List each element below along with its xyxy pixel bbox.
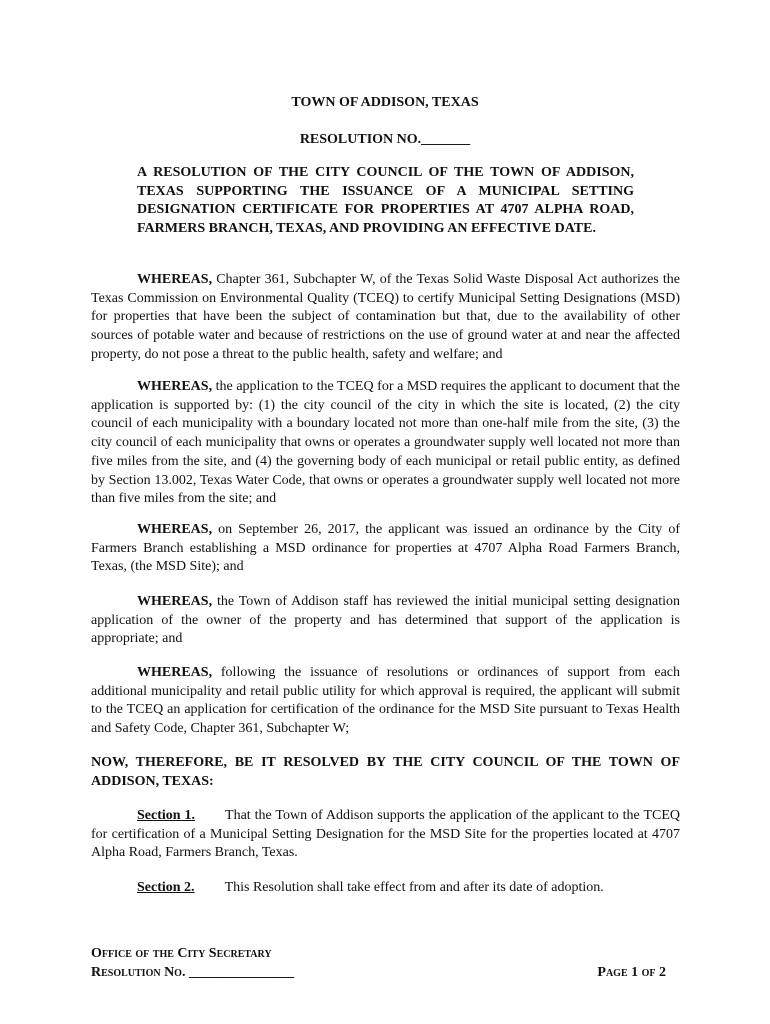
whereas-paragraph-3: [91, 521, 680, 577]
section-2-text: This Resolution shall take effect from and after its date of adoption.: [224, 880, 604, 895]
section-1: [91, 807, 680, 863]
whereas-lead: WHEREAS,: [137, 272, 213, 287]
resolution-line: Resolution No. _______________: [91, 965, 294, 980]
whereas-lead: WHEREAS,: [137, 379, 213, 394]
town-title: TOWN OF ADDISON, TEXAS: [291, 95, 479, 110]
section-1-text: That the Town of Addison supports the application of the applicant to the TCEQ for certification of a Municipal Setting Designation for the MSD Site for the properties located at 4707 Alpha Road, Farmers Branch, Texas.: [91, 808, 680, 861]
office-line: Office of the City Secretary: [91, 946, 272, 961]
footer-office: [91, 944, 294, 982]
page-number: Page 1 of 2: [597, 965, 666, 980]
resolution-title: A RESOLUTION OF THE CITY COUNCIL OF THE TOWN OF ADDISON, TEXAS SUPPORTING THE ISSUANCE OF A MUNICIPAL SETTING DESIGNATION CERTIFICATE FOR PROPERTIES AT 4707 ALPHA ROAD, FARMERS BRANCH, TEXAS, AND PROVIDING AN EFFECTIVE DATE.: [137, 165, 634, 236]
whereas-text: on September 26, 2017, the applicant was issued an ordinance by the City of Farmers Branch establishing a MSD ordinance for properties at 4707 Alpha Road Farmers Branch, Texas, (the MSD Site); and: [91, 522, 680, 575]
whereas-paragraph-2: [91, 378, 680, 509]
whereas-lead: WHEREAS,: [137, 594, 213, 609]
whereas-paragraph-1: [91, 271, 680, 365]
whereas-paragraph-4: [91, 593, 680, 649]
section-2-label: Section 2.: [137, 880, 195, 895]
section-1-label: Section 1.: [137, 808, 196, 823]
whereas-text: the Town of Addison staff has reviewed the initial municipal setting designation application of the owner of the property and has determined that support of the application is appropriate; and: [91, 594, 680, 647]
resolution-number: RESOLUTION NO._______: [299, 132, 471, 147]
whereas-lead: WHEREAS,: [137, 665, 213, 680]
whereas-paragraph-5: [91, 664, 680, 739]
section-2: [91, 879, 680, 898]
whereas-text: following the issuance of resolutions or ordinances of support from each additional municipality and retail public utility for which approval is required, the applicant will submit to the TCEQ an application for certification of the ordinance for the MSD Site pursuant to Texas Health and Safety Code, Chapter 361, Subchapter W;: [91, 665, 680, 737]
whereas-text: the application to the TCEQ for a MSD requires the applicant to document that the application is supported by: (1) the city council of the city in which the site is located, (2) the city council of each municipality with a boundary located not more than one-half mile from the site, (3) the city council of each municipality that owns or operates a groundwater supply well located not more than five miles from the site, and (4) the governing body of each municipal or retail public entity, as defined by Section 13.002, Texas Water Code, that owns or operates a groundwater supply well located not more than five miles from the site; and: [91, 379, 680, 507]
whereas-text: Chapter 361, Subchapter W, of the Texas Solid Waste Disposal Act authorizes the Texas Commission on Environmental Quality (TCEQ) to certify Municipal Setting Designations (MSD) for properties that have been the subject of contamination but that, due to the availability of other sources of potable water and because of restrictions on the use of ground water at and near the affected property, do not pose a threat to the public health, safety and welfare; and: [91, 272, 680, 362]
whereas-lead: WHEREAS,: [137, 522, 213, 537]
resolved-heading: NOW, THEREFORE, BE IT RESOLVED BY THE CITY COUNCIL OF THE TOWN OF ADDISON, TEXAS:: [91, 755, 680, 789]
